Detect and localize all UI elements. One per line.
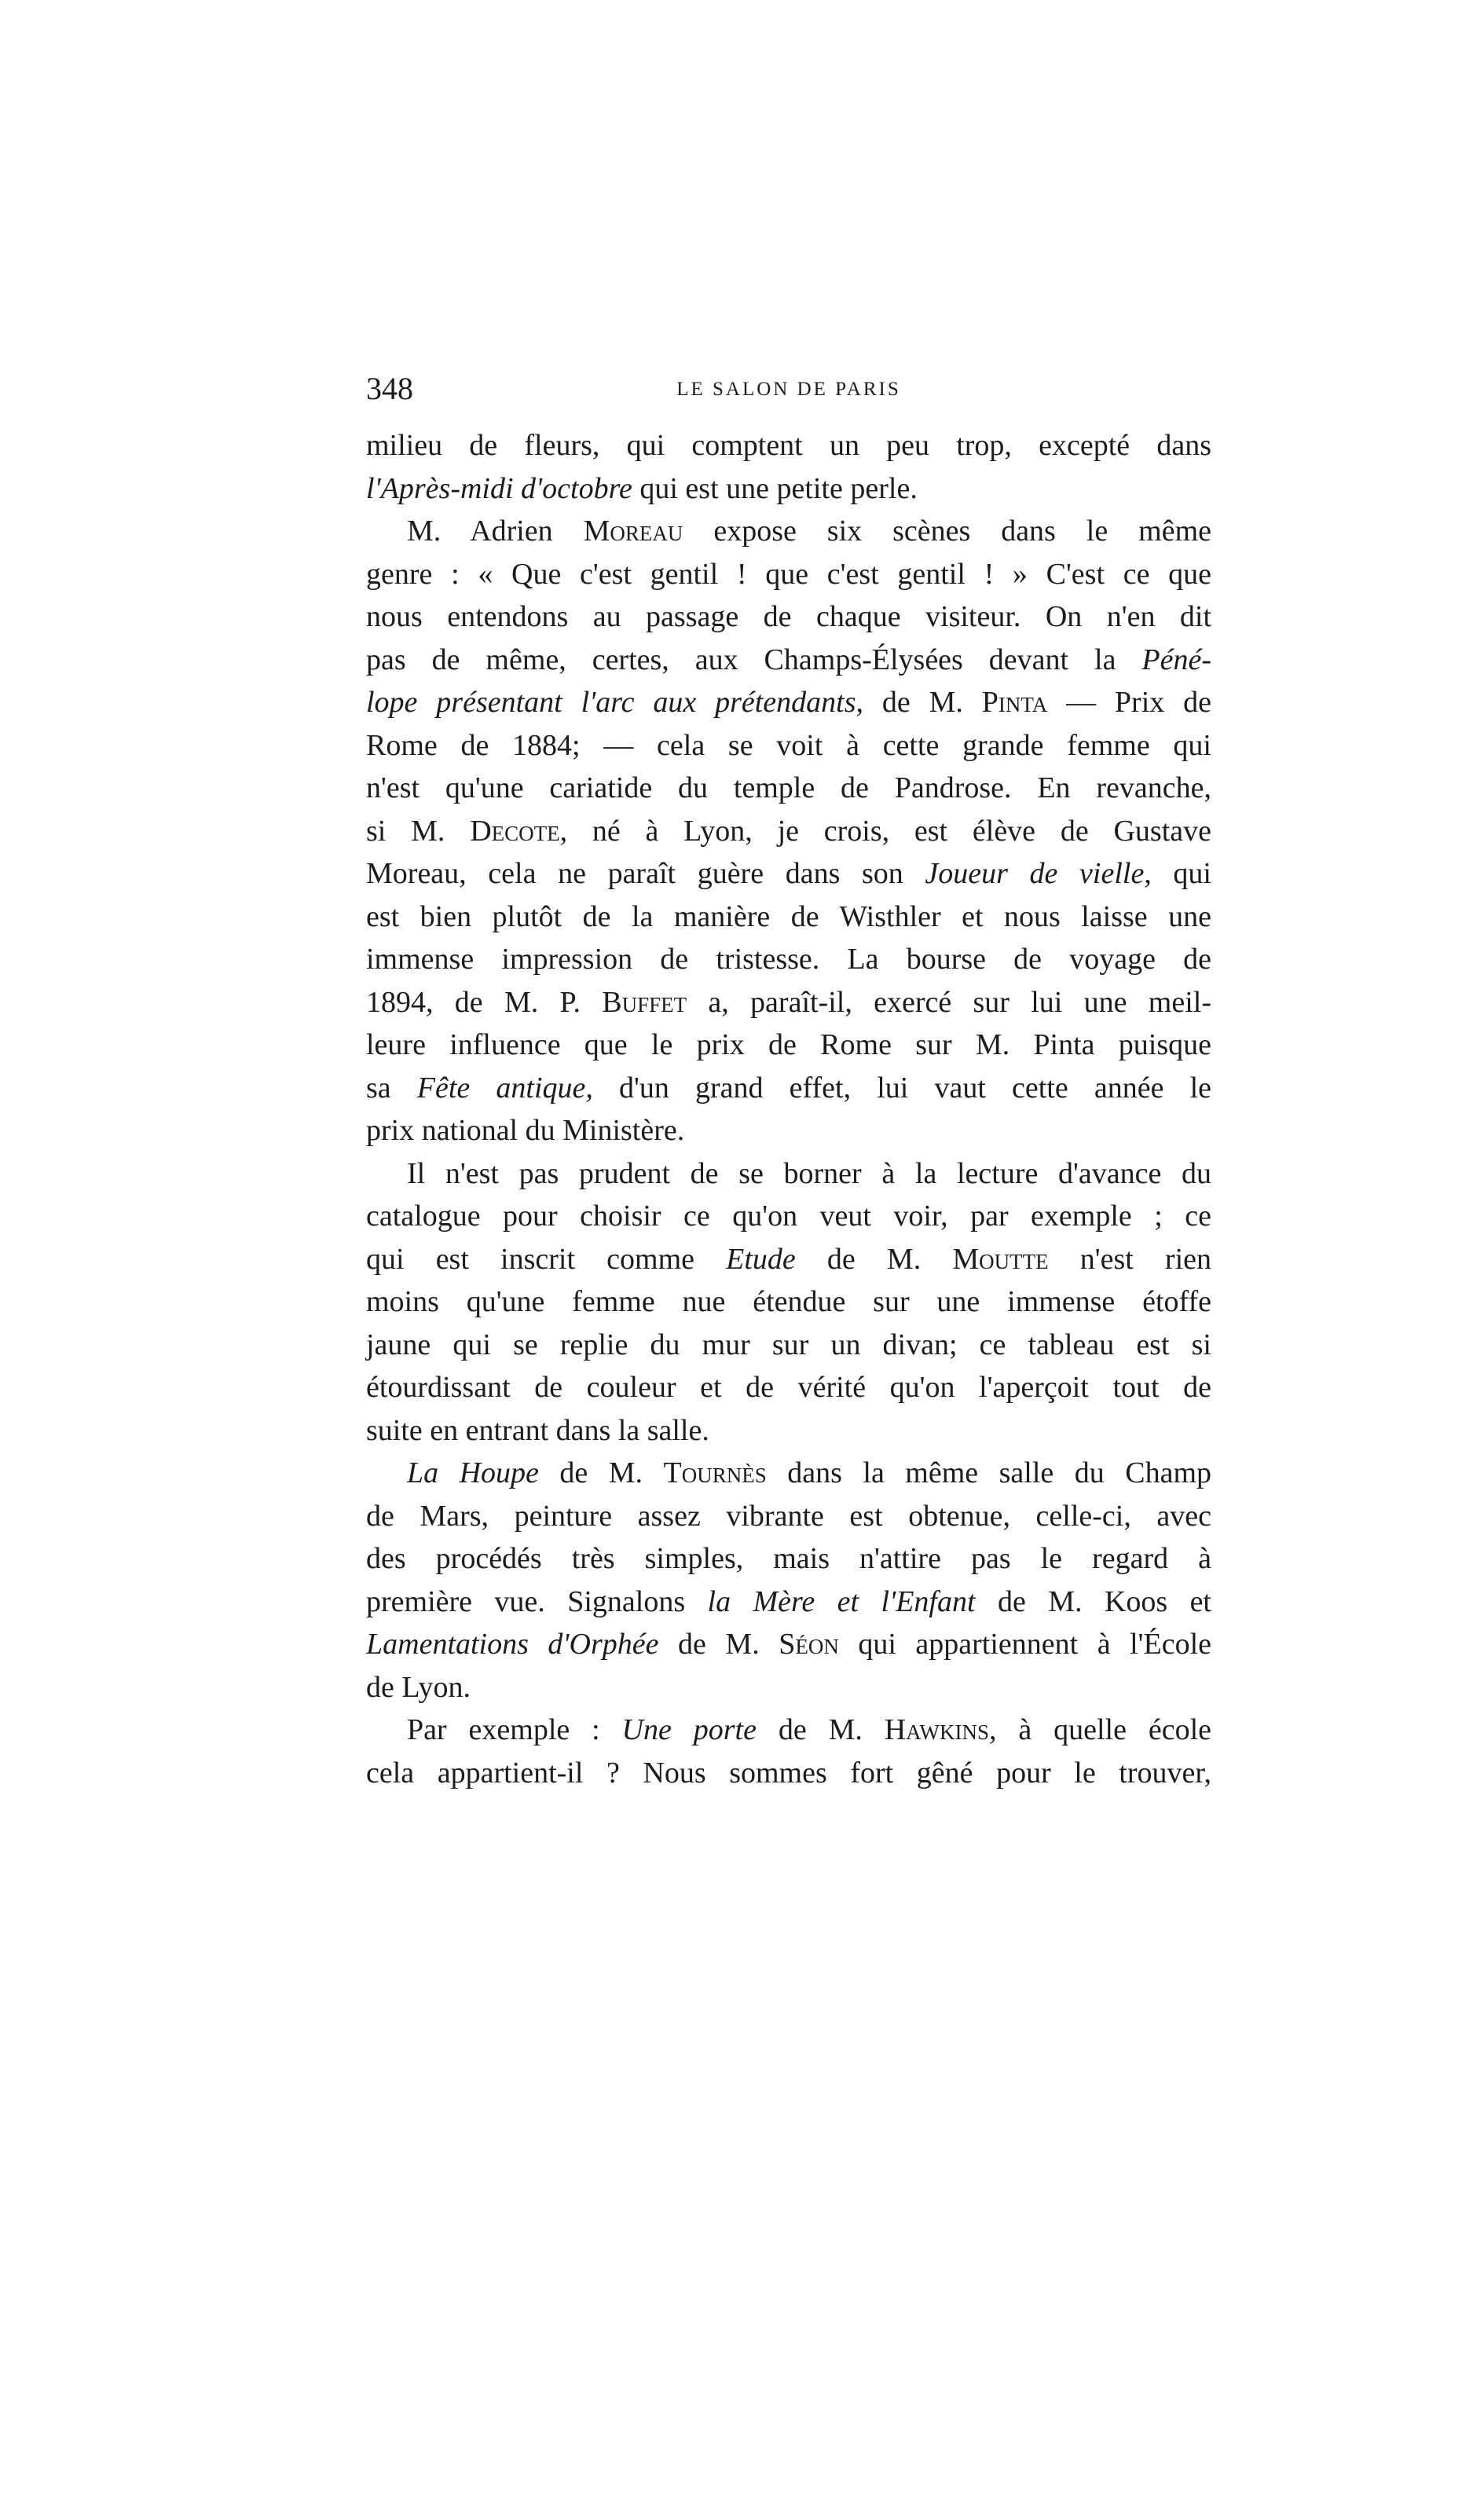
text-run: Moreau, cela ne paraît guère dans son — [366, 857, 925, 890]
text-run: 1894, de M. P. — [366, 985, 603, 1019]
text-run: de M. — [538, 1456, 664, 1489]
text-run: de M. — [658, 1628, 779, 1661]
text-line — [366, 1280, 1211, 1324]
text-run: milieu de fleurs, qui comptent un peu trop, excepté dans — [366, 429, 1211, 462]
text-run: étourdissant de couleur et de vérité qu'on l'aperçoit tout de — [366, 1371, 1211, 1404]
text-line — [366, 1109, 1211, 1152]
text-line — [366, 553, 1211, 596]
text-run: qui est une petite perle. — [632, 471, 918, 505]
text-run: qui est inscrit comme — [366, 1242, 727, 1276]
small-caps-name: Pinta — [981, 686, 1048, 719]
text-line — [366, 896, 1211, 939]
text-run: — Prix de — [1047, 686, 1211, 719]
text-line — [366, 595, 1211, 639]
text-run: expose six scènes dans le même — [683, 515, 1211, 548]
italic-text: Etude — [726, 1242, 796, 1276]
text-line — [366, 1666, 1211, 1709]
text-run: est bien plutôt de la manière de Wisthler et nous laisse une — [366, 899, 1211, 933]
text-run: leure influence que le prix de Rome sur M. Pinta puisque — [366, 1028, 1211, 1061]
text-line — [366, 1366, 1211, 1409]
italic-text: la Mère et l'Enfant — [707, 1584, 976, 1618]
text-run: pas de même, certes, aux Champs-Élysées devant la — [366, 643, 1142, 676]
italic-text: Une porte — [621, 1713, 757, 1746]
text-run: qui appartiennent à l'École — [838, 1628, 1212, 1661]
italic-text: Fête antique, — [416, 1071, 593, 1104]
text-line — [366, 1409, 1211, 1452]
italic-text: Péné- — [1141, 643, 1211, 676]
text-line — [366, 1752, 1211, 1795]
small-caps-name: Séon — [779, 1628, 839, 1661]
text-run: jaune qui se replie du mur sur un divan; ce tableau est si — [366, 1328, 1211, 1361]
text-run: immense impression de tristesse. La bourse de voyage de — [366, 943, 1211, 976]
text-line — [366, 767, 1211, 810]
text-run: Rome de 1884; — cela se voit à cette grande femme qui — [366, 728, 1211, 762]
text-run: première vue. Signalons — [366, 1584, 708, 1618]
text-line — [366, 1024, 1211, 1067]
text-run: Par exemple : — [407, 1713, 622, 1746]
body-text — [366, 424, 1211, 1794]
text-line — [366, 1195, 1211, 1238]
text-line — [366, 1581, 1211, 1624]
text-line — [366, 981, 1211, 1024]
text-run: genre : « Que c'est gentil ! que c'est gentil ! » C'est ce que — [366, 557, 1211, 591]
small-caps-name: Hawkins — [884, 1713, 990, 1746]
text-line — [366, 810, 1211, 853]
text-run: de Mars, peinture assez vibrante est obtenue, celle-ci, avec — [366, 1499, 1211, 1533]
text-run: de M. — [863, 686, 982, 719]
small-caps-name: Decote — [470, 814, 560, 848]
text-run: si M. — [366, 814, 471, 848]
text-run: cela appartient-il ? Nous sommes fort gêné pour le trouver, — [366, 1756, 1211, 1790]
text-line — [366, 724, 1211, 767]
italic-text: Lamentations d'Orphée — [366, 1628, 659, 1661]
text-run: a, paraît-il, exercé sur lui une meil- — [687, 985, 1212, 1019]
italic-text: Joueur de vielle, — [925, 857, 1152, 890]
text-run: n'est qu'une cariatide du temple de Pandrose. En revanche, — [366, 771, 1211, 804]
text-run: suite en entrant dans la salle. — [366, 1413, 709, 1447]
text-line — [366, 1537, 1211, 1581]
text-line — [366, 510, 1211, 553]
text-line — [366, 1324, 1211, 1367]
small-caps-name: Tournès — [663, 1456, 767, 1489]
text-line — [366, 938, 1211, 981]
text-line — [366, 639, 1211, 682]
page-number: 348 — [366, 371, 413, 406]
text-run: catalogue pour choisir ce qu'on veut voir, par exemple ; ce — [366, 1200, 1211, 1233]
text-line — [366, 1452, 1211, 1495]
italic-text: l'Après-midi d'octobre — [366, 471, 632, 505]
italic-text: La Houpe — [407, 1456, 539, 1489]
text-run: n'est rien — [1048, 1242, 1212, 1276]
text-run: moins qu'une femme nue étendue sur une immense étoffe — [366, 1285, 1211, 1318]
text-line — [366, 1238, 1211, 1281]
text-line — [366, 1495, 1211, 1538]
text-line — [366, 424, 1211, 467]
text-line — [366, 1623, 1211, 1666]
small-caps-name: Moreau — [583, 515, 683, 548]
small-caps-name: Buffet — [602, 985, 687, 1019]
text-line — [366, 1067, 1211, 1110]
small-caps-name: Moutte — [952, 1242, 1049, 1276]
text-line — [366, 1709, 1211, 1752]
text-run: de M. — [795, 1242, 953, 1276]
page-header — [366, 369, 1211, 408]
text-run: de Lyon. — [366, 1670, 471, 1704]
text-run: qui — [1151, 857, 1211, 890]
text-run: nous entendons au passage de chaque visiteur. On n'en dit — [366, 600, 1211, 633]
text-run: de M. Koos et — [975, 1584, 1211, 1618]
text-run: , à quelle école — [989, 1713, 1212, 1746]
italic-text: lope présentant l'arc aux prétendants, — [366, 686, 864, 719]
text-line — [366, 681, 1211, 724]
text-run: prix national du Ministère. — [366, 1114, 685, 1147]
text-run: , né à Lyon, je crois, est élève de Gustave — [559, 814, 1211, 848]
text-run: de M. — [756, 1713, 885, 1746]
text-line — [366, 852, 1211, 896]
text-run: M. Adrien — [407, 515, 584, 548]
text-run: sa — [366, 1071, 417, 1104]
text-run: dans la même salle du Champ — [766, 1456, 1211, 1489]
text-line — [366, 467, 1211, 511]
text-run: des procédés très simples, mais n'attire pas le regard à — [366, 1542, 1211, 1575]
text-run: d'un grand effet, lui vaut cette année le — [592, 1071, 1212, 1104]
text-line — [366, 1152, 1211, 1196]
running-title: LE SALON DE PARIS — [676, 379, 901, 400]
text-run: Il n'est pas prudent de se borner à la lecture d'avance du — [407, 1156, 1211, 1190]
